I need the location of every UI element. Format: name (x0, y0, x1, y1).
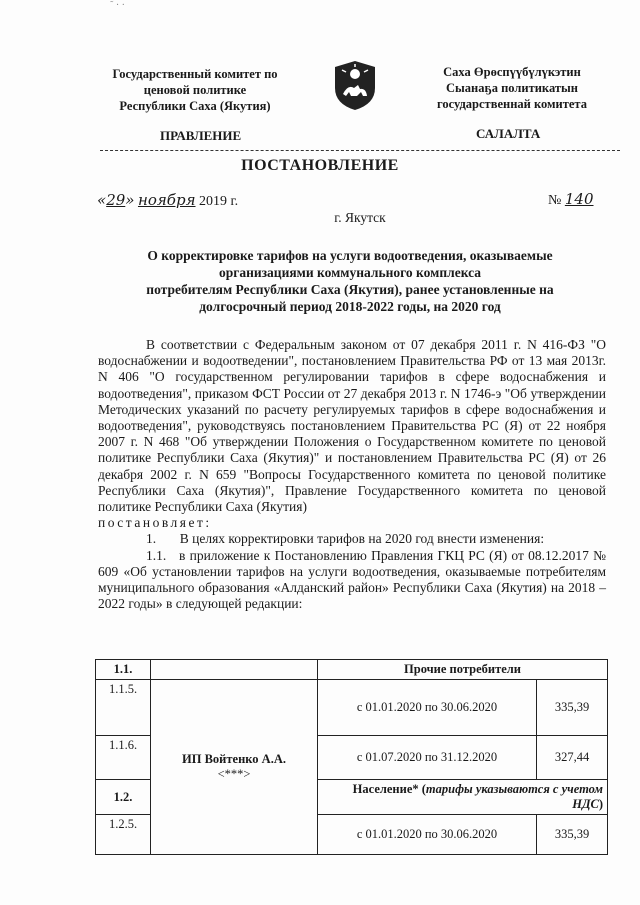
document-number (548, 190, 594, 209)
table-cell-num: 1.1. (96, 660, 151, 680)
table-cell-value: 335,39 (537, 680, 608, 736)
section-close: ) (598, 797, 603, 811)
document-subject (110, 247, 590, 315)
date-close-quote: » (125, 191, 135, 209)
item-1-1: 1.1. в приложение к Постановлению Правления ГКЦ РС (Я) от 08.12.2017 № 609 «Об установлении тарифов на услуги водоотведения, оказываемые потребителям муниципального образования «Алданский район» Республики Саха (Якутия) на 2018 – 2022 годы» в следующей редакции: (98, 547, 610, 612)
section-note: тарифы указываются с учетом НДС (425, 782, 603, 811)
subject-line: организациями коммунального комплекса (218, 265, 482, 280)
table-cell-period: с 01.07.2020 по 31.12.2020 (318, 736, 537, 780)
table-row (96, 660, 608, 680)
organization-note: <***> (217, 767, 251, 781)
subject-line: О корректировке тарифов на услуги водоотведения, оказываемые (147, 248, 553, 263)
organization-name: ИП Войтенко А.А. (182, 752, 286, 766)
header-left-line: ценовой политике (143, 83, 247, 97)
table-cell-num: 1.1.5. (96, 680, 151, 736)
table-cell-value: 335,39 (537, 815, 608, 855)
document-body (98, 337, 610, 612)
board-label-yakut: САЛАЛТА (476, 126, 541, 141)
header-right-line: Саха Өрөспүүбүлүкэтин (443, 65, 581, 79)
table-cell-num: 1.2. (96, 780, 151, 815)
number-value: 140 (564, 190, 594, 208)
table-cell-period: с 01.01.2020 по 30.06.2020 (318, 815, 537, 855)
subject-line: потребителям Республики Саха (Якутия), ранее установленные на (146, 282, 554, 297)
document-date (97, 191, 238, 210)
table-cell-num: 1.2.5. (96, 815, 151, 855)
table-cell-period: с 01.01.2020 по 30.06.2020 (318, 680, 537, 736)
header-right-line: Сыанаҕа политикатын (446, 81, 578, 95)
tariff-table (95, 659, 608, 855)
item-1: 1. В целях корректировки тарифов на 2020 год внести изменения: (146, 531, 545, 547)
number-prefix: № (548, 193, 562, 208)
table-cell-org-empty (151, 660, 318, 680)
header-right-line: государственнай комитета (437, 97, 587, 111)
header-left-line: Государственный комитет по (112, 67, 278, 81)
date-open-quote: « (97, 191, 107, 209)
document-city: г. Якутск (334, 210, 386, 225)
resolves-line: постановляет: (98, 515, 212, 531)
committee-name-russian (100, 66, 290, 114)
scan-marks: ˜ · · (110, 0, 125, 11)
header-left-line: Республики Саха (Якутия) (119, 99, 271, 113)
table-cell-organization (151, 680, 318, 855)
table-section-header (318, 780, 608, 815)
board-label-russian: ПРАВЛЕНИЕ (160, 128, 242, 143)
committee-name-yakut (412, 64, 612, 112)
coat-of-arms-emblem-icon (330, 58, 380, 112)
subject-line: долгосрочный период 2018-2022 годы, на 2020 год (199, 299, 501, 314)
table-row (96, 680, 608, 736)
preamble-paragraph: В соответствии с Федеральным законом от 07 декабря 2011 г. N 416-ФЗ "О водоснабжении и водоотведении", постановлением Правительства РФ от 13 мая 2013г. N 406 "О государственном регулировании тарифов в сфере водоснабжения и водоотведения", приказом ФСТ России от 27 декабря 2013 г. N 1746-э "Об утверждении Методических указаний по расчету регулируемых тарифов в сфере водоснабжения и водоотведения", руководствуясь постановлением Правительства РС (Я) от 22 ноября 2007 г. N 468 "Об утверждении Положения о Государственном комитете по ценовой политике Республики Саха (Якутия)" и постановлением Правительства РС (Я) от 26 декабря 2002 г. N 659 "Вопросы Государственного комитета по ценовой политике Республики Саха (Якутия)", Правление Государственного комитета по ценовой политике Республики Саха (Якутия) (98, 337, 606, 515)
table-cell-value: 327,44 (537, 736, 608, 780)
date-day: 29 (106, 191, 126, 209)
date-year: 2019 г. (199, 194, 239, 209)
table-group-header: Прочие потребители (318, 660, 608, 680)
table-cell-num: 1.1.6. (96, 736, 151, 780)
date-month: ноября (137, 191, 196, 209)
section-label: Население* ( (352, 782, 426, 796)
header-divider (100, 150, 620, 151)
document-title: ПОСТАНОВЛЕНИЕ (241, 157, 399, 174)
